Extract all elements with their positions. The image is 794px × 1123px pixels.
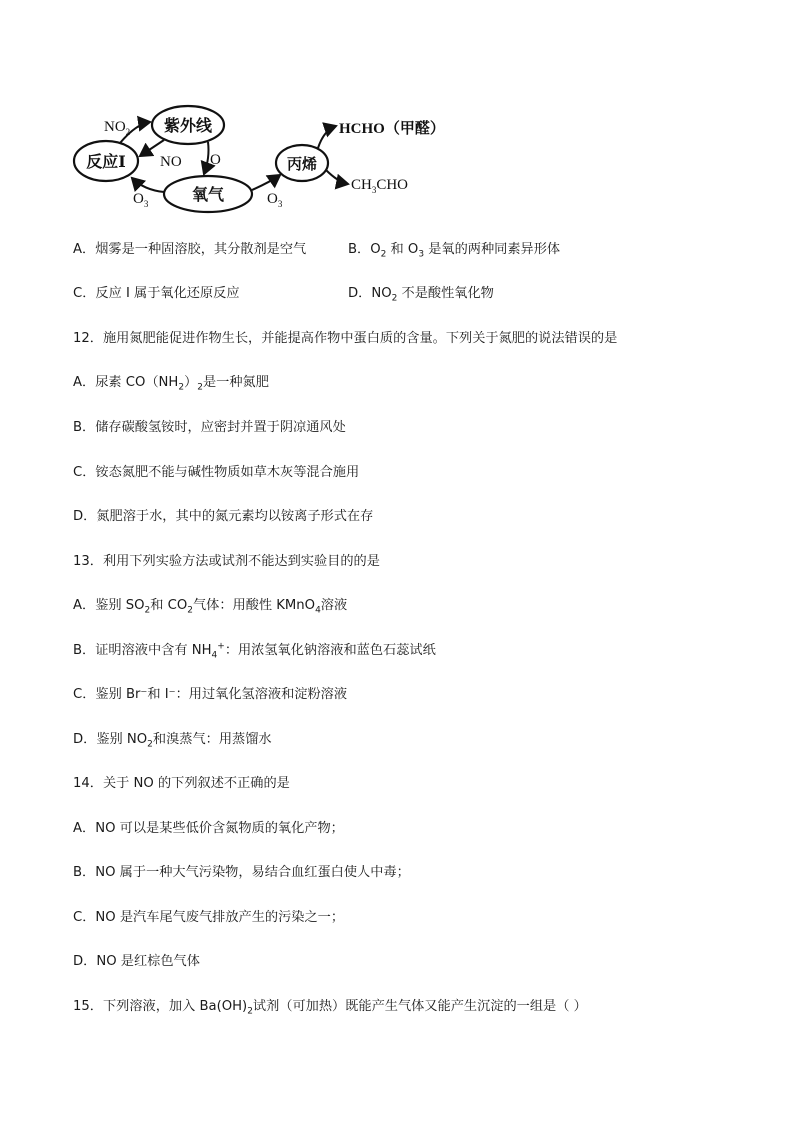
q14-stem: 14．关于 NO 的下列叙述不正确的是 — [73, 776, 290, 791]
product-hcho: HCHO（甲醛） — [339, 121, 445, 137]
q12-option-d: D．氮肥溶于水，其中的氮元素均以铵离子形式在存 — [73, 509, 374, 524]
q14-option-b: B．NO 属于一种大气污染物，易结合血红蛋白使人中毒； — [73, 865, 410, 880]
label-no2: $NO_2$ — [104, 119, 131, 137]
q11-option-d: D．$NO_2$ 不是酸性氧化物 — [348, 286, 494, 304]
q13-option-b: B．证明溶液中含有 $NH_4^+$：用浓氢氧化钠溶液和蓝色石蕊试纸 — [73, 641, 436, 661]
q14-option-d: D．NO 是红棕色气体 — [73, 954, 200, 969]
node-oxygen-label: 氧气 — [191, 185, 225, 204]
label-o3-left: $O_3$ — [133, 191, 149, 209]
node-propene-label: 丙烯 — [286, 155, 318, 173]
q13-option-c: C．鉴别 Br⁻和 I⁻：用过氧化氢溶液和淀粉溶液 — [73, 687, 348, 702]
q13-option-d: D．鉴别 $NO_2$和溴蒸气：用蒸馏水 — [73, 732, 272, 750]
q11-option-a: A．烟雾是一种固溶胶，其分散剂是空气 — [73, 242, 307, 257]
product-ch3cho: $CH_3CHO$ — [351, 177, 409, 195]
arrow-propene-to-hcho — [318, 126, 336, 148]
node-reaction-label: 反应I — [86, 152, 126, 171]
label-no: NO — [160, 154, 182, 170]
label-o: O — [210, 152, 221, 168]
q11-option-b: B．$O_2$ 和 $O_3$ 是氧的两种同素异形体 — [348, 242, 561, 260]
q14-option-c: C．NO 是汽车尾气废气排放产生的污染之一； — [73, 910, 345, 925]
node-uv-label: 紫外线 — [163, 116, 213, 135]
arrow-oxygen-to-propene — [252, 175, 280, 190]
arrow-propene-to-ch3cho — [326, 170, 348, 184]
q14-option-a: A．NO 可以是某些低价含氮物质的氧化产物； — [73, 821, 344, 836]
smog-reaction-diagram — [66, 98, 486, 216]
label-o3-right: $O_3$ — [267, 191, 283, 209]
q15-stem: 15．下列溶液，加入 $Ba(OH)_2$试剂（可加热）既能产生气体又能产生沉淀的一组是（ ） — [73, 999, 587, 1017]
arrow-uv-to-oxygen — [204, 142, 209, 174]
q12-option-b: B．储存碳酸氢铵时，应密封并置于阴凉通风处 — [73, 420, 346, 435]
arrow-oxygen-to-reaction — [132, 178, 164, 192]
q12-option-c: C．铵态氮肥不能与碱性物质如草木灰等混合施用 — [73, 465, 360, 480]
q12-stem: 12．施用氮肥能促进作物生长，并能提高作物中蛋白质的含量。下列关于氮肥的说法错误的是 — [73, 331, 618, 346]
q12-option-a: A．尿素 $CO(NH_2)_2$是一种氮肥 — [73, 375, 269, 393]
q13-stem: 13．利用下列实验方法或试剂不能达到实验目的的是 — [73, 554, 380, 569]
q11-option-c: C．反应 I 属于氧化还原反应 — [73, 286, 240, 301]
q13-option-a: A．鉴别 $SO_2$和 $CO_2$气体：用酸性 KMnO$_4$溶液 — [73, 598, 348, 616]
